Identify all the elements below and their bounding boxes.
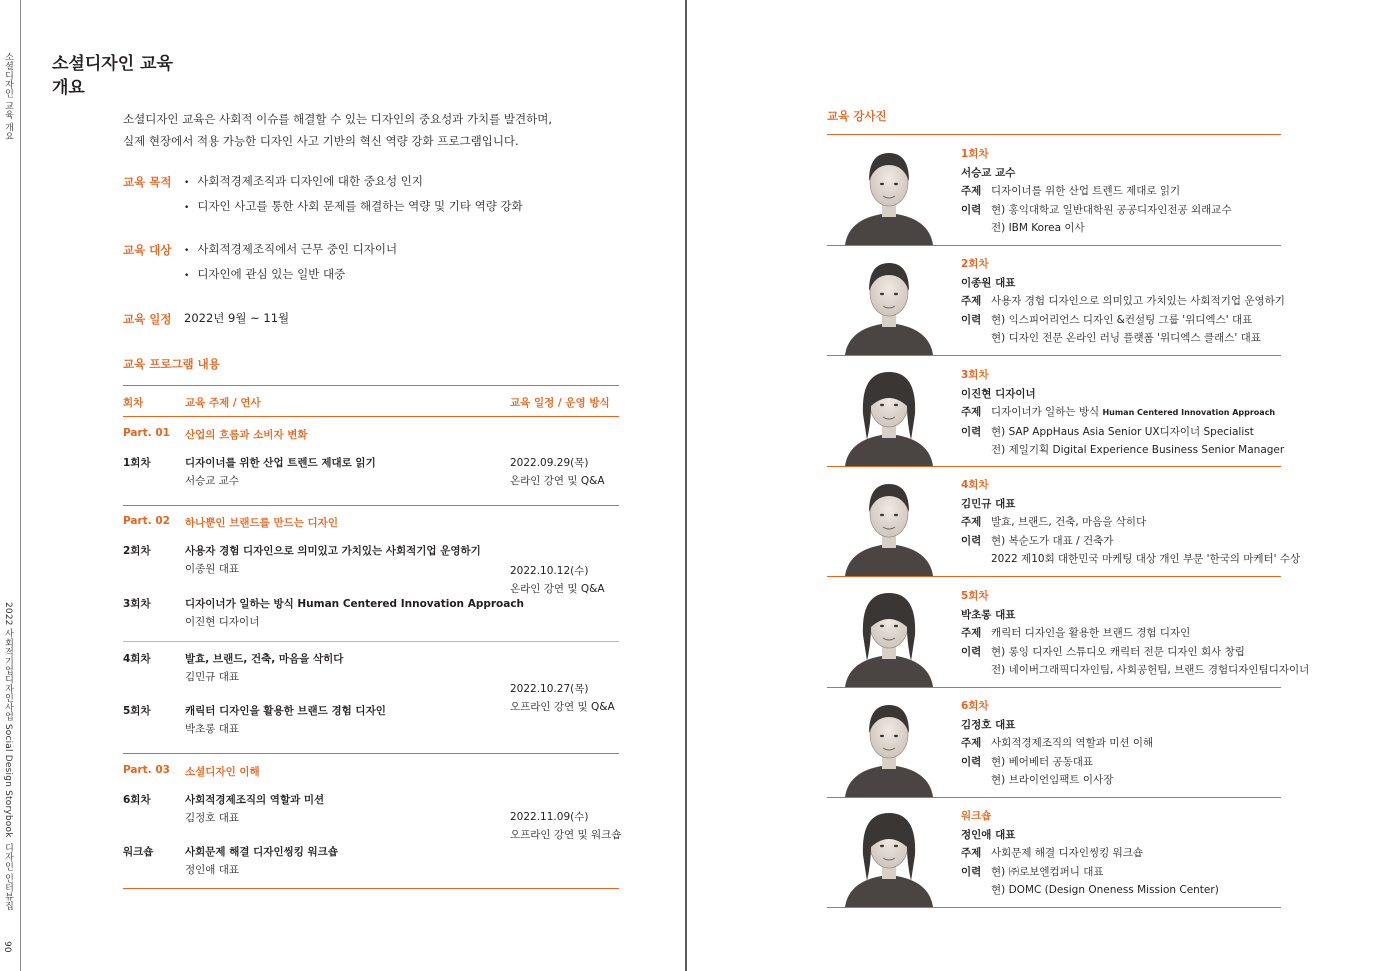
instructor-career: 이력 현) SAP AppHaus Asia Senior UX디자이너 Specialist	[961, 425, 1254, 438]
instructor-career-2: 전) 제일기획 Digital Experience Business Senior Manager	[991, 444, 1285, 457]
page-title: 소셜디자인 교육 개요	[52, 54, 173, 98]
topic-cell: 디자이너를 위한 산업 트렌드 제대로 읽기 서승교 교수	[185, 457, 376, 487]
purpose-list	[184, 170, 523, 220]
schedule-cell: 2022.11.09(수) 오프라인 강연 및 워크숍	[510, 811, 622, 841]
part-rule	[123, 505, 619, 506]
topic-cell: 디자이너가 일하는 방식 Human Centered Innovation Approach 이진현 디자이너	[185, 598, 525, 628]
instructor-subject: 주제 사용자 경험 디자인으로 의미있고 가치있는 사회적기업 운영하기	[961, 295, 1285, 308]
margin-rule	[20, 0, 21, 971]
program-heading: 교육 프로그램 내용	[123, 357, 220, 371]
topic-cell: 캐릭터 디자인을 활용한 브랜드 경험 디자인 박초롱 대표	[185, 705, 386, 735]
instructor-rule	[827, 907, 1281, 908]
list-item: • 사회적경제조직과 디자인에 대한 중요성 인지	[184, 170, 523, 195]
schedule-cell: 2022.10.12(수) 온라인 강연 및 Q&A	[510, 565, 605, 595]
round-cell: 2회차	[123, 545, 151, 557]
schedule-value: 2022년 9월 ~ 11월	[184, 311, 290, 325]
part-title: 하나뿐인 브랜드를 만드는 디자인	[185, 517, 338, 529]
page-number: 90	[2, 941, 12, 953]
instructor-info	[961, 255, 1285, 348]
instructor-round: 워크숍	[961, 810, 992, 822]
instructor-subject: 주제 사회문제 해결 디자인씽킹 워크숍	[961, 847, 1144, 860]
schedule-label: 교육 일정	[123, 312, 172, 326]
list-item: • 디자인 사고를 통한 사회 문제를 해결하는 역량 및 기타 역량 강화	[184, 195, 523, 220]
col-topic-header: 교육 주제 / 연사	[185, 397, 261, 409]
header-rule	[123, 416, 619, 417]
instructors-heading: 교육 강사진	[827, 109, 887, 123]
col-schedule-header: 교육 일정 / 운영 방식	[510, 397, 610, 409]
side-book-subtitle: 디자인 인터뷰집	[3, 843, 13, 911]
part-label: Part. 02	[123, 515, 170, 527]
round-cell: 6회차	[123, 794, 151, 806]
instructor-card	[827, 797, 1281, 907]
instructor-round: 3회차	[961, 369, 989, 381]
instructor-subject: 주제 디자이너를 위한 산업 트렌드 제대로 읽기	[961, 185, 1181, 198]
instructor-career: 이력 현) 롱잉 디자인 스튜디오 캐릭터 전문 디자인 회사 창립	[961, 645, 1245, 658]
topic-cell: 사용자 경험 디자인으로 의미있고 가치있는 사회적기업 운영하기 이종원 대표	[185, 545, 481, 575]
instructor-name: 이종원 대표	[961, 276, 1016, 289]
instructor-round: 5회차	[961, 590, 989, 602]
portrait-photo	[841, 141, 937, 245]
left-page	[0, 0, 686, 971]
portrait-photo	[841, 803, 937, 907]
topic-cell: 사회적경제조직의 역할과 미션 김정호 대표	[185, 794, 325, 824]
instructor-card	[827, 577, 1310, 687]
list-item: • 디자인에 관심 있는 일반 대중	[184, 263, 397, 288]
instructor-career: 이력 현) 홍익대학교 일반대학원 공공디자인전공 외래교수	[961, 203, 1232, 216]
round-cell: 5회차	[123, 705, 151, 717]
target-label: 교육 대상	[123, 243, 172, 257]
portrait-photo	[841, 362, 937, 466]
portrait-photo	[841, 693, 937, 797]
instructor-career: 이력 현) ㈜로보엔컴퍼니 대표	[961, 865, 1104, 878]
target-list	[184, 238, 397, 288]
instructor-name: 김정호 대표	[961, 718, 1016, 731]
instructor-info	[961, 366, 1284, 460]
intro-text: 소셜디자인 교육은 사회적 이슈를 해결할 수 있는 디자인의 중요성과 가치를 발견하며, 실제 현장에서 적용 가능한 디자인 사고 기반의 혁신 역량 강화 프로그램입니다.	[123, 112, 553, 148]
instructor-info	[961, 587, 1309, 680]
purpose-label: 교육 목적	[123, 175, 172, 189]
schedule-cell: 2022.09.29(목) 온라인 강연 및 Q&A	[510, 457, 605, 487]
instructor-career-2: 현) 디자인 전문 온라인 러닝 플랫폼 '위디엑스 클래스' 대표	[991, 332, 1261, 345]
instructor-name: 서승교 교수	[961, 166, 1016, 179]
instructor-card	[827, 245, 1285, 355]
instructor-round: 4회차	[961, 479, 989, 491]
round-cell: 워크숍	[123, 846, 154, 858]
instructor-info	[961, 697, 1153, 790]
instructor-career: 이력 현) 복순도가 대표 / 건축가	[961, 534, 1114, 547]
part-rule	[123, 753, 619, 754]
instructor-round: 2회차	[961, 258, 989, 270]
schedule-cell: 2022.10.27(목) 오프라인 강연 및 Q&A	[510, 683, 615, 713]
right-page	[687, 0, 1373, 971]
instructor-name: 김민규 대표	[961, 497, 1016, 510]
col-round-header: 회차	[123, 397, 144, 409]
part-title: 산업의 흐름과 소비자 변화	[185, 429, 308, 441]
instructor-career: 이력 현) 베어베터 공동대표	[961, 755, 1094, 768]
portrait-photo	[841, 583, 937, 687]
table-bottom-rule	[123, 888, 619, 889]
instructor-card	[827, 466, 1301, 576]
instructor-info	[961, 476, 1300, 569]
row-rule	[123, 641, 619, 642]
part-title: 소셜디자인 이해	[185, 766, 260, 778]
instructor-card	[827, 687, 1281, 797]
instructor-career-2: 전) 네이버그래픽디자인팀, 사회공헌팀, 브랜드 경험디자인팀디자이너	[991, 664, 1310, 677]
round-cell: 4회차	[123, 653, 151, 665]
portrait-photo	[841, 251, 937, 355]
instructor-subject: 주제 사회적경제조직의 역할과 미션 이해	[961, 737, 1154, 750]
topic-cell: 사회문제 해결 디자인씽킹 워크숍 정인애 대표	[185, 846, 338, 876]
topic-cell: 발효, 브랜드, 건축, 마음을 삭히다 김민규 대표	[185, 653, 344, 683]
instructor-name: 정인애 대표	[961, 828, 1016, 841]
instructor-card	[827, 356, 1285, 466]
instructor-info	[961, 145, 1232, 238]
instructor-name: 박초롱 대표	[961, 608, 1016, 621]
list-item: • 사회적경제조직에서 근무 중인 디자이너	[184, 238, 397, 263]
instructor-career-2: 전) IBM Korea 이사	[991, 222, 1085, 235]
instructor-career-2: 현) 브라이언임팩트 이사장	[991, 774, 1114, 787]
instructor-round: 1회차	[961, 148, 989, 160]
round-cell: 1회차	[123, 457, 151, 469]
portrait-photo	[841, 472, 937, 576]
instructor-career: 이력 현) 익스피어리언스 디자인 &컨설팅 그룹 '위디엑스' 대표	[961, 313, 1253, 326]
side-book-title: 2022 사회적기업디자인사업 Social Design Storybook	[3, 602, 13, 838]
instructor-career-2: 2022 제10회 대한민국 마케팅 대상 개인 부문 '한국의 마케터' 수상	[991, 553, 1301, 566]
part-label: Part. 03	[123, 764, 170, 776]
instructor-info	[961, 807, 1219, 900]
table-top-rule	[123, 385, 619, 386]
instructor-career-2: 현) DOMC (Design Oneness Mission Center)	[991, 884, 1219, 897]
instructor-subject: 주제 발효, 브랜드, 건축, 마음을 삭히다	[961, 516, 1147, 529]
instructor-subject: 주제 캐릭터 디자인을 활용한 브랜드 경험 디자인	[961, 627, 1191, 640]
side-section-title: 소셜디자인 교육 개요	[3, 52, 13, 141]
instructor-subject: 주제 디자이너가 일하는 방식 Human Centered Innovation Approach	[961, 406, 1276, 419]
instructor-name: 이진현 디자이너	[961, 387, 1036, 400]
round-cell: 3회차	[123, 598, 151, 610]
part-label: Part. 01	[123, 427, 170, 439]
instructor-round: 6회차	[961, 700, 989, 712]
instructor-card	[827, 135, 1281, 245]
